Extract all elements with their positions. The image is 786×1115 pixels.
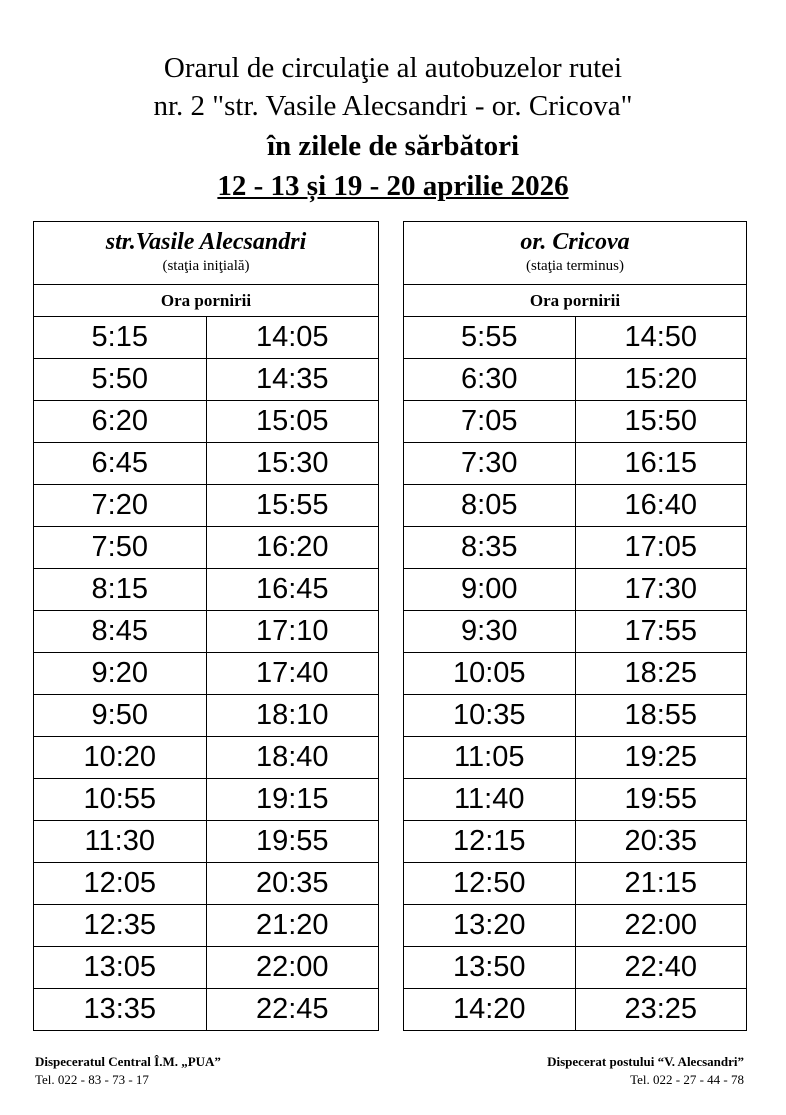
departure-time: 7:05 <box>404 401 576 443</box>
departure-time-label: Ora pornirii <box>34 285 379 317</box>
departure-time: 13:20 <box>404 905 576 947</box>
table-row <box>404 737 747 779</box>
departure-time: 7:30 <box>404 443 576 485</box>
departure-time: 20:35 <box>575 821 747 863</box>
departure-time: 5:50 <box>34 359 207 401</box>
departure-time: 8:35 <box>404 527 576 569</box>
departure-time: 21:20 <box>206 905 379 947</box>
departure-time: 17:05 <box>575 527 747 569</box>
departure-time: 18:40 <box>206 737 379 779</box>
table-row <box>34 443 379 485</box>
footer-station-dispatch <box>547 1053 744 1089</box>
departure-time: 9:00 <box>404 569 576 611</box>
table-row <box>34 527 379 569</box>
departure-time: 19:25 <box>575 737 747 779</box>
table-row <box>404 527 747 569</box>
departure-time: 16:20 <box>206 527 379 569</box>
departure-time: 18:10 <box>206 695 379 737</box>
table-row <box>34 737 379 779</box>
departure-time: 9:30 <box>404 611 576 653</box>
departure-time: 18:55 <box>575 695 747 737</box>
departure-time: 17:40 <box>206 653 379 695</box>
departure-time: 14:20 <box>404 989 576 1031</box>
table-row <box>404 611 747 653</box>
table-row <box>404 989 747 1031</box>
departure-time: 19:15 <box>206 779 379 821</box>
departure-time: 12:35 <box>34 905 207 947</box>
departure-time-label: Ora pornirii <box>404 285 747 317</box>
stop-name: str.Vasile Alecsandri <box>105 229 307 255</box>
table-row <box>34 359 379 401</box>
table-row <box>34 401 379 443</box>
departure-time: 13:05 <box>34 947 207 989</box>
departure-time: 23:25 <box>575 989 747 1031</box>
table-row <box>34 611 379 653</box>
departure-time: 7:20 <box>34 485 207 527</box>
departure-time: 20:35 <box>206 863 379 905</box>
departure-time: 10:20 <box>34 737 207 779</box>
departure-time: 12:15 <box>404 821 576 863</box>
table-row <box>404 863 747 905</box>
table-row <box>404 401 747 443</box>
departure-time: 12:05 <box>34 863 207 905</box>
departure-time: 13:50 <box>404 947 576 989</box>
departure-time: 16:45 <box>206 569 379 611</box>
table-row <box>404 779 747 821</box>
table-row <box>404 485 747 527</box>
departure-time: 8:15 <box>34 569 207 611</box>
schedule-table-cricova <box>403 221 747 1031</box>
footer-central-dispatch <box>35 1053 221 1089</box>
table-row <box>34 317 379 359</box>
table-row <box>404 947 747 989</box>
footer-right-title: Dispecerat postului “V. Alecsandri” <box>547 1054 744 1069</box>
stop-type: (staţia iniţială) <box>162 258 250 274</box>
departure-time: 19:55 <box>575 779 747 821</box>
departure-time: 17:30 <box>575 569 747 611</box>
departure-time: 11:40 <box>404 779 576 821</box>
table-row <box>34 779 379 821</box>
footer-right-phone: Tel. 022 - 27 - 44 - 78 <box>630 1072 744 1087</box>
table-row <box>34 905 379 947</box>
table-row <box>34 695 379 737</box>
departure-time: 9:20 <box>34 653 207 695</box>
departure-time: 13:35 <box>34 989 207 1031</box>
table-row <box>404 905 747 947</box>
departure-time: 22:00 <box>575 905 747 947</box>
departure-time: 6:20 <box>34 401 207 443</box>
stop-header-cricova <box>404 222 747 285</box>
departure-time: 15:05 <box>206 401 379 443</box>
departure-time: 18:25 <box>575 653 747 695</box>
table-row <box>34 569 379 611</box>
table-row <box>34 653 379 695</box>
departure-time: 15:30 <box>206 443 379 485</box>
departure-time: 22:40 <box>575 947 747 989</box>
table-row <box>404 317 747 359</box>
table-row <box>34 485 379 527</box>
departure-time: 10:55 <box>34 779 207 821</box>
departure-time: 12:50 <box>404 863 576 905</box>
departure-time: 6:45 <box>34 443 207 485</box>
stop-name: or. Cricova <box>520 229 630 255</box>
departure-time: 17:10 <box>206 611 379 653</box>
departure-time: 19:55 <box>206 821 379 863</box>
departure-time: 11:30 <box>34 821 207 863</box>
table-row <box>404 821 747 863</box>
departure-time: 14:50 <box>575 317 747 359</box>
departure-time: 22:45 <box>206 989 379 1031</box>
stop-header-vasile-alecsandri <box>34 222 379 285</box>
departure-time: 7:50 <box>34 527 207 569</box>
schedule-table-vasile-alecsandri <box>33 221 379 1031</box>
departure-time: 9:50 <box>34 695 207 737</box>
departure-time: 15:55 <box>206 485 379 527</box>
table-row <box>404 695 747 737</box>
departure-time: 11:05 <box>404 737 576 779</box>
departure-time: 16:15 <box>575 443 747 485</box>
departure-time: 6:30 <box>404 359 576 401</box>
title-dates: 12 - 13 și 19 - 20 aprilie 2026 <box>217 170 569 202</box>
departure-time: 5:15 <box>34 317 207 359</box>
departure-time: 8:45 <box>34 611 207 653</box>
stop-type: (staţia terminus) <box>526 258 624 274</box>
departure-time: 15:50 <box>575 401 747 443</box>
table-row <box>34 989 379 1031</box>
departure-time: 14:35 <box>206 359 379 401</box>
departure-time: 14:05 <box>206 317 379 359</box>
departure-time: 16:40 <box>575 485 747 527</box>
table-row <box>404 569 747 611</box>
departure-time: 10:05 <box>404 653 576 695</box>
title-line-1: Orarul de circulaţie al autobuzelor rutei <box>163 52 623 84</box>
departure-time: 22:00 <box>206 947 379 989</box>
departure-time: 21:15 <box>575 863 747 905</box>
table-row <box>34 821 379 863</box>
table-row <box>34 947 379 989</box>
departure-time: 17:55 <box>575 611 747 653</box>
footer-left-title: Dispeceratul Central Î.M. „PUA” <box>35 1054 221 1069</box>
departure-time: 8:05 <box>404 485 576 527</box>
table-row <box>404 443 747 485</box>
departure-time: 15:20 <box>575 359 747 401</box>
footer-left-phone: Tel. 022 - 83 - 73 - 17 <box>35 1072 149 1087</box>
departure-time: 10:35 <box>404 695 576 737</box>
title-line-2: nr. 2 "str. Vasile Alecsandri - or. Cricova" <box>153 90 633 122</box>
title-holidays: în zilele de sărbători <box>266 130 520 162</box>
table-row <box>34 863 379 905</box>
table-row <box>404 653 747 695</box>
departure-time: 5:55 <box>404 317 576 359</box>
schedule-header <box>0 50 786 206</box>
table-row <box>404 359 747 401</box>
